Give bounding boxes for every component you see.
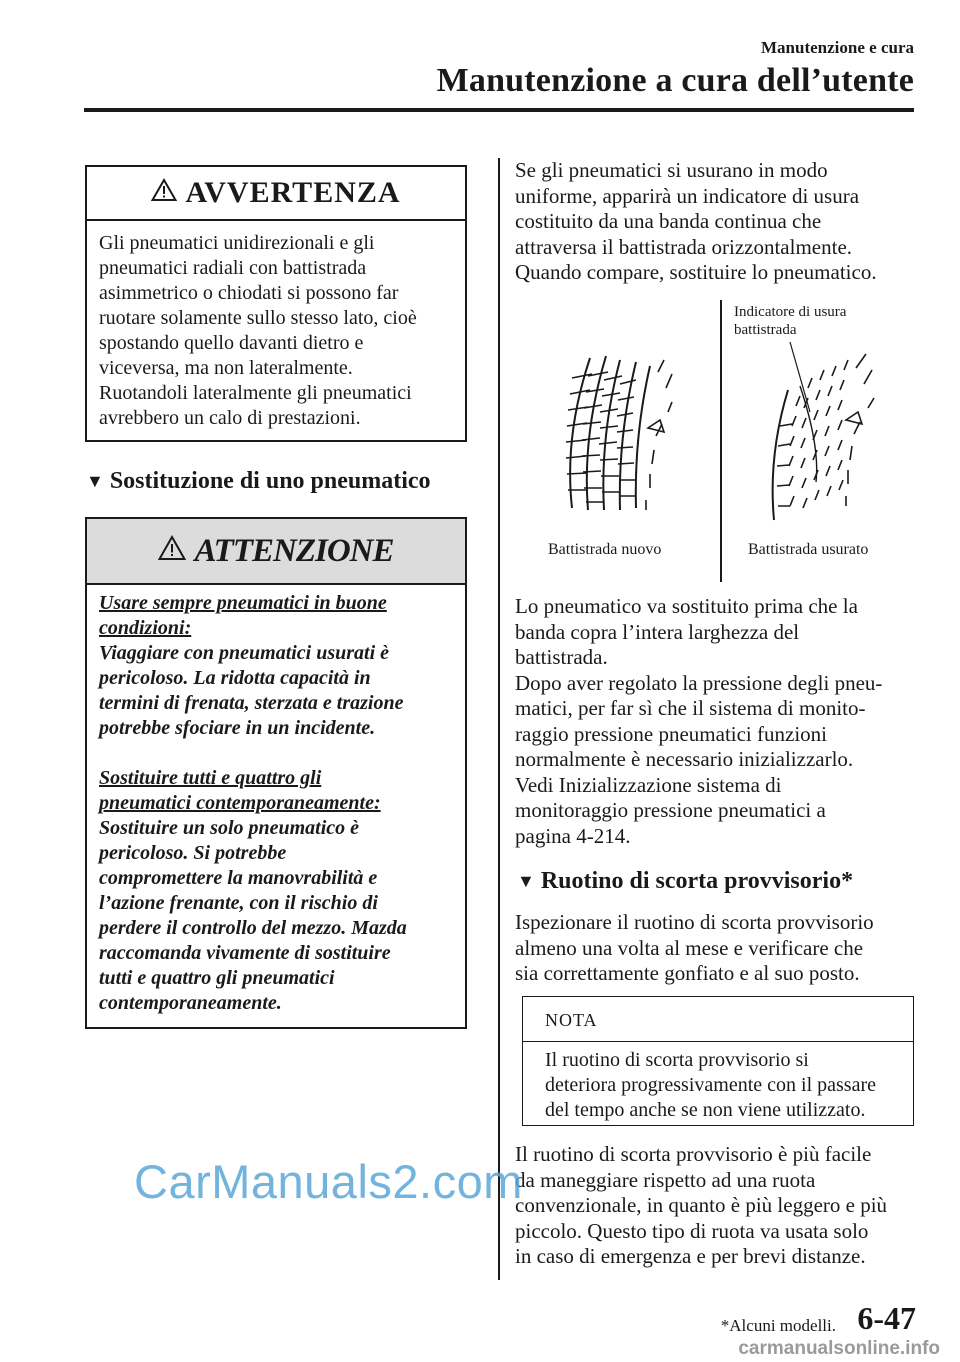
indicator-label-line-2: battistrada — [734, 322, 797, 338]
paragraph-line: piccolo. Questo tipo di ruota va usata solo — [515, 1218, 869, 1243]
caution-line: Sostituire un solo pneumatico è — [99, 817, 360, 839]
note-line: Il ruotino di scorta provvisorio si — [545, 1049, 809, 1071]
section-heading-text: Sostituzione di uno pneumatico — [109, 468, 431, 494]
paragraph-line: convenzionale, in quanto è più leggero e più — [515, 1193, 888, 1217]
paragraph-line: Lo pneumatico va sostituito prima che la — [515, 594, 858, 618]
paragraph-line: attraversa il battistrada orizzontalmente. — [515, 234, 853, 259]
caution-line: tutti e quattro gli pneumatici — [99, 967, 335, 989]
section-marker-icon: ▼ — [517, 871, 535, 891]
warning-header — [87, 167, 465, 221]
section-heading-tire-replacement — [86, 468, 431, 495]
section-label: Manutenzione e cura — [761, 38, 914, 57]
caution-line: pericoloso. La ridotta capacità in — [99, 667, 371, 689]
wear-indicator-paragraph — [515, 158, 877, 286]
caution-line: termini di frenata, sterzata e trazione — [99, 692, 404, 714]
caution-line: l’azione frenante, con il rischio di — [99, 892, 378, 914]
column-divider — [498, 158, 500, 1280]
note-line: del tempo anche se non viene utilizzato. — [545, 1099, 866, 1121]
paragraph-line: banda copra l’intera larghezza del — [515, 619, 800, 644]
warning-line: ruotare solamente sullo stesso lato, cioè — [99, 307, 417, 329]
paragraph-line: Vedi Inizializzazione sistema di — [515, 772, 782, 797]
warning-box — [85, 165, 467, 442]
caution-header — [87, 519, 465, 585]
caution-line: Viaggiare con pneumatici usurati è — [99, 642, 390, 664]
paragraph-line: almeno una volta al mese e verificare che — [515, 935, 864, 960]
footnote: *Alcuni modelli. — [720, 1316, 836, 1335]
paragraph-line: matici, per far sì che il sistema di monito- — [515, 696, 866, 720]
note-line: deteriora progressivamente con il passare — [545, 1074, 876, 1096]
section-heading-spare-wheel — [517, 868, 853, 895]
paragraph-line: sia correttamente gonfiato e al suo posto. — [515, 961, 860, 985]
header-rule — [84, 108, 914, 112]
paragraph-line: Il ruotino di scorta provvisorio è più facile — [515, 1142, 872, 1166]
warning-line: Ruotandoli lateralmente gli pneumatici — [99, 382, 412, 404]
note-box — [522, 996, 914, 1126]
caution-box — [85, 517, 467, 1029]
warning-triangle-icon — [158, 533, 186, 570]
tread-wear-diagram — [520, 296, 920, 586]
paragraph-line: Dopo aver regolato la pressione degli pneu- — [515, 670, 883, 695]
paragraph-line: costituito da una banda continua che — [515, 209, 822, 233]
caution-subheading: condizioni: — [99, 617, 192, 639]
paragraph-line: Quando compare, sostituire lo pneumatico. — [515, 260, 877, 284]
footer-watermark: carmanualsonline.info — [738, 1338, 940, 1359]
paragraph-line: monitoraggio pressione pneumatici a — [515, 798, 826, 822]
caution-line: raccomanda vivamente di sostituire — [99, 942, 391, 964]
new-tread-label: Battistrada nuovo — [548, 541, 662, 558]
tread-illustration — [520, 296, 920, 586]
caution-line: pericoloso. Si potrebbe — [99, 842, 287, 864]
caution-line: potrebbe sfociare in un incidente. — [99, 717, 376, 739]
caution-line: compromettere la manovrabilità e — [99, 867, 378, 889]
paragraph-line: in caso di emergenza e per brevi distanze. — [515, 1244, 866, 1268]
replacement-paragraph — [515, 594, 882, 849]
caution-title: ATTENZIONE — [194, 532, 394, 569]
spare-inspection-paragraph — [515, 910, 874, 987]
caution-line: contemporaneamente. — [99, 992, 282, 1014]
section-marker-icon: ▼ — [86, 471, 104, 491]
warning-text — [87, 221, 465, 443]
page-number: 6-47 — [857, 1300, 916, 1336]
paragraph-line: raggio pressione pneumatici funzioni — [515, 721, 827, 746]
note-title: NOTA — [523, 997, 913, 1042]
warning-line: pneumatici radiali con battistrada — [99, 257, 367, 279]
indicator-label-line-1: Indicatore di usura — [734, 304, 847, 320]
paragraph-line: normalmente è necessario inizializzarlo. — [515, 747, 854, 771]
paragraph-line: Se gli pneumatici si usurano in modo — [515, 158, 828, 182]
warning-line: spostando quello davanti dietro e — [99, 332, 364, 354]
watermark: CarManuals2.com — [134, 1155, 523, 1208]
warning-line: asimmetrico o chiodati si possono far — [99, 282, 399, 304]
caution-subheading: Sostituire tutti e quattro gli — [99, 767, 322, 789]
worn-tread-illustration — [773, 354, 874, 520]
caution-text — [87, 585, 465, 1028]
page-title: Manutenzione a cura dell’utente — [436, 62, 914, 99]
warning-triangle-icon — [151, 176, 177, 210]
warning-line: Gli pneumatici unidirezionali e gli — [99, 232, 375, 254]
paragraph-line: Ispezionare il ruotino di scorta provvisorio — [515, 910, 874, 934]
caution-line: perdere il controllo del mezzo. Mazda — [99, 917, 407, 939]
warning-line: avrebbero un calo di prestazioni. — [99, 407, 361, 429]
caution-subheading: Usare sempre pneumatici in buone — [99, 592, 387, 614]
worn-tread-label: Battistrada usurato — [748, 541, 869, 558]
paragraph-line: uniforme, apparirà un indicatore di usura — [515, 183, 860, 208]
warning-title: AVVERTENZA — [185, 176, 401, 209]
new-tread-illustration — [566, 356, 672, 510]
paragraph-line: battistrada. — [515, 645, 608, 669]
paragraph-line: pagina 4-214. — [515, 823, 631, 848]
paragraph-line: da maneggiare rispetto ad una ruota — [515, 1167, 816, 1192]
note-text — [523, 1042, 913, 1123]
spare-usage-paragraph — [515, 1142, 887, 1270]
warning-line: viceversa, ma non lateralmente. — [99, 357, 353, 379]
section-heading-text: Ruotino di scorta provvisorio* — [540, 868, 854, 894]
caution-subheading: pneumatici contemporaneamente: — [99, 792, 381, 814]
